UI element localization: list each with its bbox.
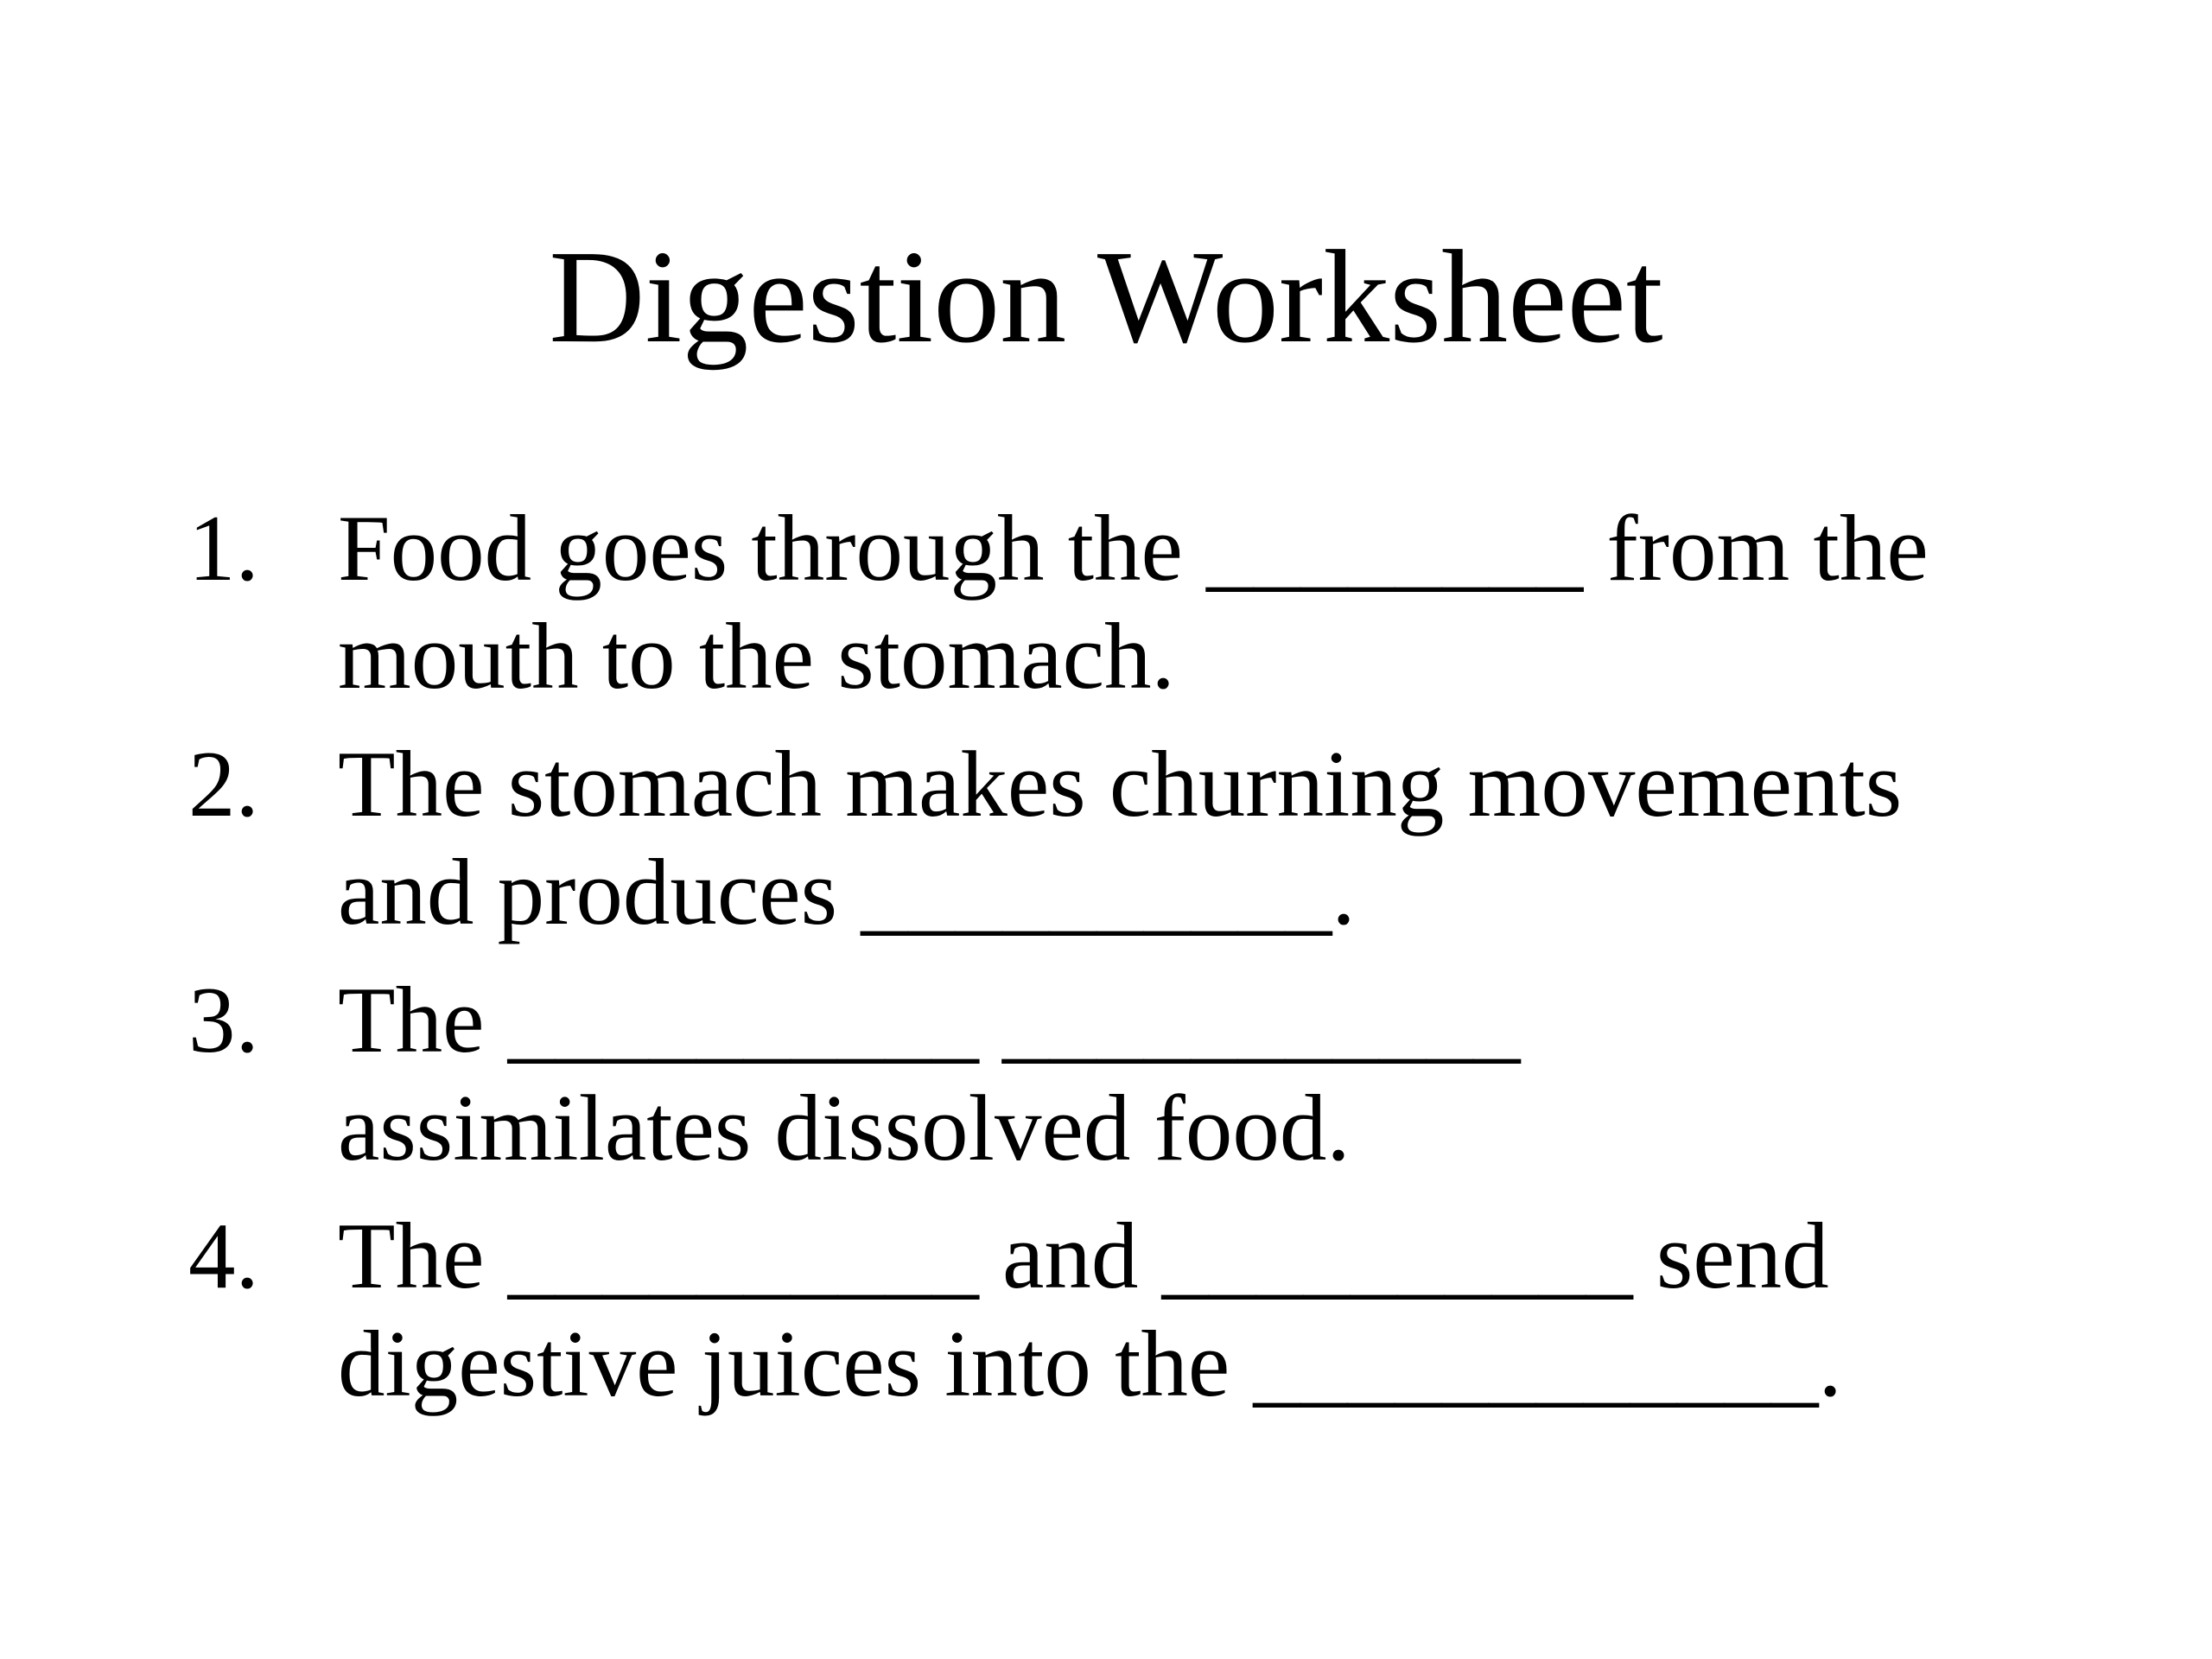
- question-line: The stomach makes churning movements: [338, 732, 1903, 836]
- question-2: [188, 730, 2089, 946]
- question-text: [338, 494, 2083, 710]
- question-line: mouth to the stomach.: [338, 604, 1175, 709]
- question-text: [338, 966, 2083, 1182]
- question-line: and produces __________.: [338, 840, 1356, 944]
- question-number: 4.: [188, 1204, 259, 1308]
- question-4: [188, 1202, 2089, 1418]
- question-list: [188, 494, 2089, 1438]
- question-1: [188, 494, 2089, 710]
- question-number: 3.: [188, 968, 259, 1072]
- question-text: [338, 730, 2083, 946]
- question-3: [188, 966, 2089, 1182]
- question-line: assimilates dissolved food.: [338, 1076, 1351, 1180]
- page-title: Digestion Worksheet: [549, 224, 1663, 371]
- question-line: Food goes through the ________ from the: [338, 496, 1929, 601]
- question-line: The __________ ___________: [338, 968, 1521, 1072]
- question-line: The __________ and __________ send: [338, 1204, 1829, 1308]
- question-number: 2.: [188, 732, 259, 836]
- question-text: [338, 1202, 2083, 1418]
- question-line: digestive juices into the ____________.: [338, 1312, 1842, 1416]
- question-number: 1.: [188, 496, 259, 601]
